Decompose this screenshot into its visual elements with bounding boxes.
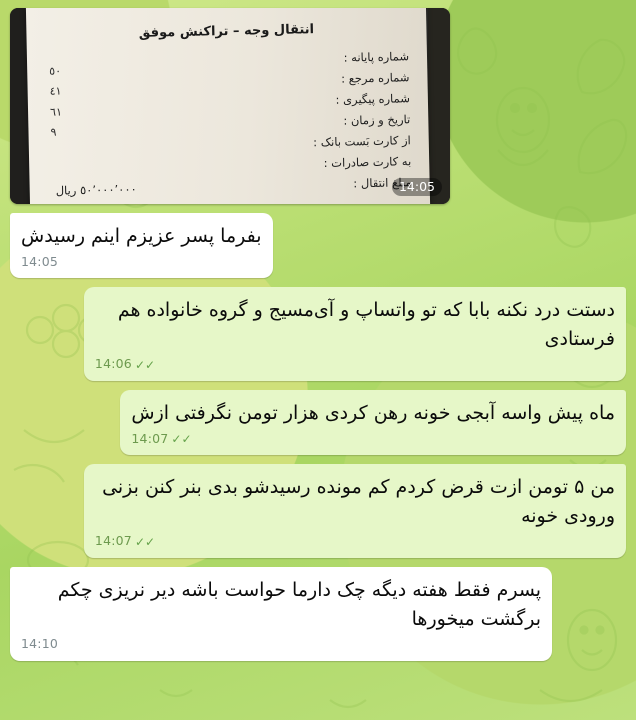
- message-bubble-incoming[interactable]: [10, 567, 552, 661]
- message-meta: [21, 635, 541, 654]
- message-meta: [95, 355, 615, 374]
- message-row: [10, 390, 626, 455]
- message-text: پسرم فقط هفته دیگه چک دارما حواست باشه دیر نریزی چکم برگشت میخورها: [57, 579, 542, 630]
- message-bubble-outgoing[interactable]: [120, 390, 626, 455]
- message-timestamp: 14:05: [21, 253, 59, 269]
- receipt-field: مبلغ انتقال :: [353, 174, 412, 190]
- message-meta: [95, 532, 615, 551]
- receipt-digit-column: [49, 61, 63, 143]
- message-text: ماه پیش واسه آبجی خونه رهن کردی هزار تومن نگرفتی ازش: [131, 402, 615, 424]
- image-edge-right: [428, 8, 450, 204]
- message-row-image: [10, 8, 626, 204]
- receipt-field: شماره مرجع :: [341, 70, 410, 86]
- receipt-field: از کارت بَست بانک :: [313, 132, 411, 149]
- receipt-digit: ٦١: [49, 105, 63, 119]
- receipt-digit: ٤١: [49, 84, 62, 99]
- image-timestamp: 14:05: [392, 178, 442, 196]
- message-timestamp: 14:10: [21, 636, 59, 651]
- message-row: [10, 213, 626, 278]
- message-row: [10, 567, 626, 661]
- message-bubble-incoming[interactable]: [10, 213, 273, 278]
- receipt-photo: [26, 8, 430, 204]
- read-receipt-icon: ✓✓: [171, 431, 192, 446]
- message-meta: [131, 430, 615, 449]
- message-row: [10, 464, 626, 558]
- message-bubble-outgoing[interactable]: [84, 287, 626, 381]
- receipt-field: شماره پایانه :: [343, 49, 410, 65]
- receipt-field: شماره پیگیری :: [335, 91, 411, 107]
- receipt-field-list: [311, 46, 412, 194]
- receipt-digit: ٥٠: [49, 64, 62, 78]
- read-receipt-icon: ✓✓: [134, 534, 156, 549]
- read-receipt-icon: ✓✓: [134, 357, 156, 372]
- message-row: [10, 287, 626, 381]
- message-text: من ۵ تومن ازت قرض کردم کم مونده رسیدشو بدی بنر کنن بزنی ورودی خونه: [102, 476, 615, 527]
- receipt-field: به کارت صادرات :: [323, 153, 412, 170]
- image-message-bubble[interactable]: [10, 8, 450, 204]
- receipt-amount: ٥٠٬٠٠٠٬٠٠٠ ریال: [55, 181, 137, 198]
- message-text: بفرما پسر عزیزم اینم رسیدش: [21, 225, 262, 247]
- message-text: دستت درد نکنه بابا که تو واتساپ و آی‌مسیج و گروه خانواده هم فرستادی: [117, 299, 615, 350]
- receipt-digit: ٩: [50, 125, 57, 139]
- receipt-header: انتقال وجه – تراکنش موفق: [138, 22, 315, 41]
- receipt-field: تاریخ و زمان :: [343, 111, 411, 128]
- message-timestamp: 14:07: [131, 430, 169, 446]
- message-meta: [21, 253, 262, 272]
- message-timestamp: 14:06: [94, 356, 132, 372]
- message-bubble-outgoing[interactable]: [84, 464, 626, 558]
- message-timestamp: 14:07: [94, 533, 132, 549]
